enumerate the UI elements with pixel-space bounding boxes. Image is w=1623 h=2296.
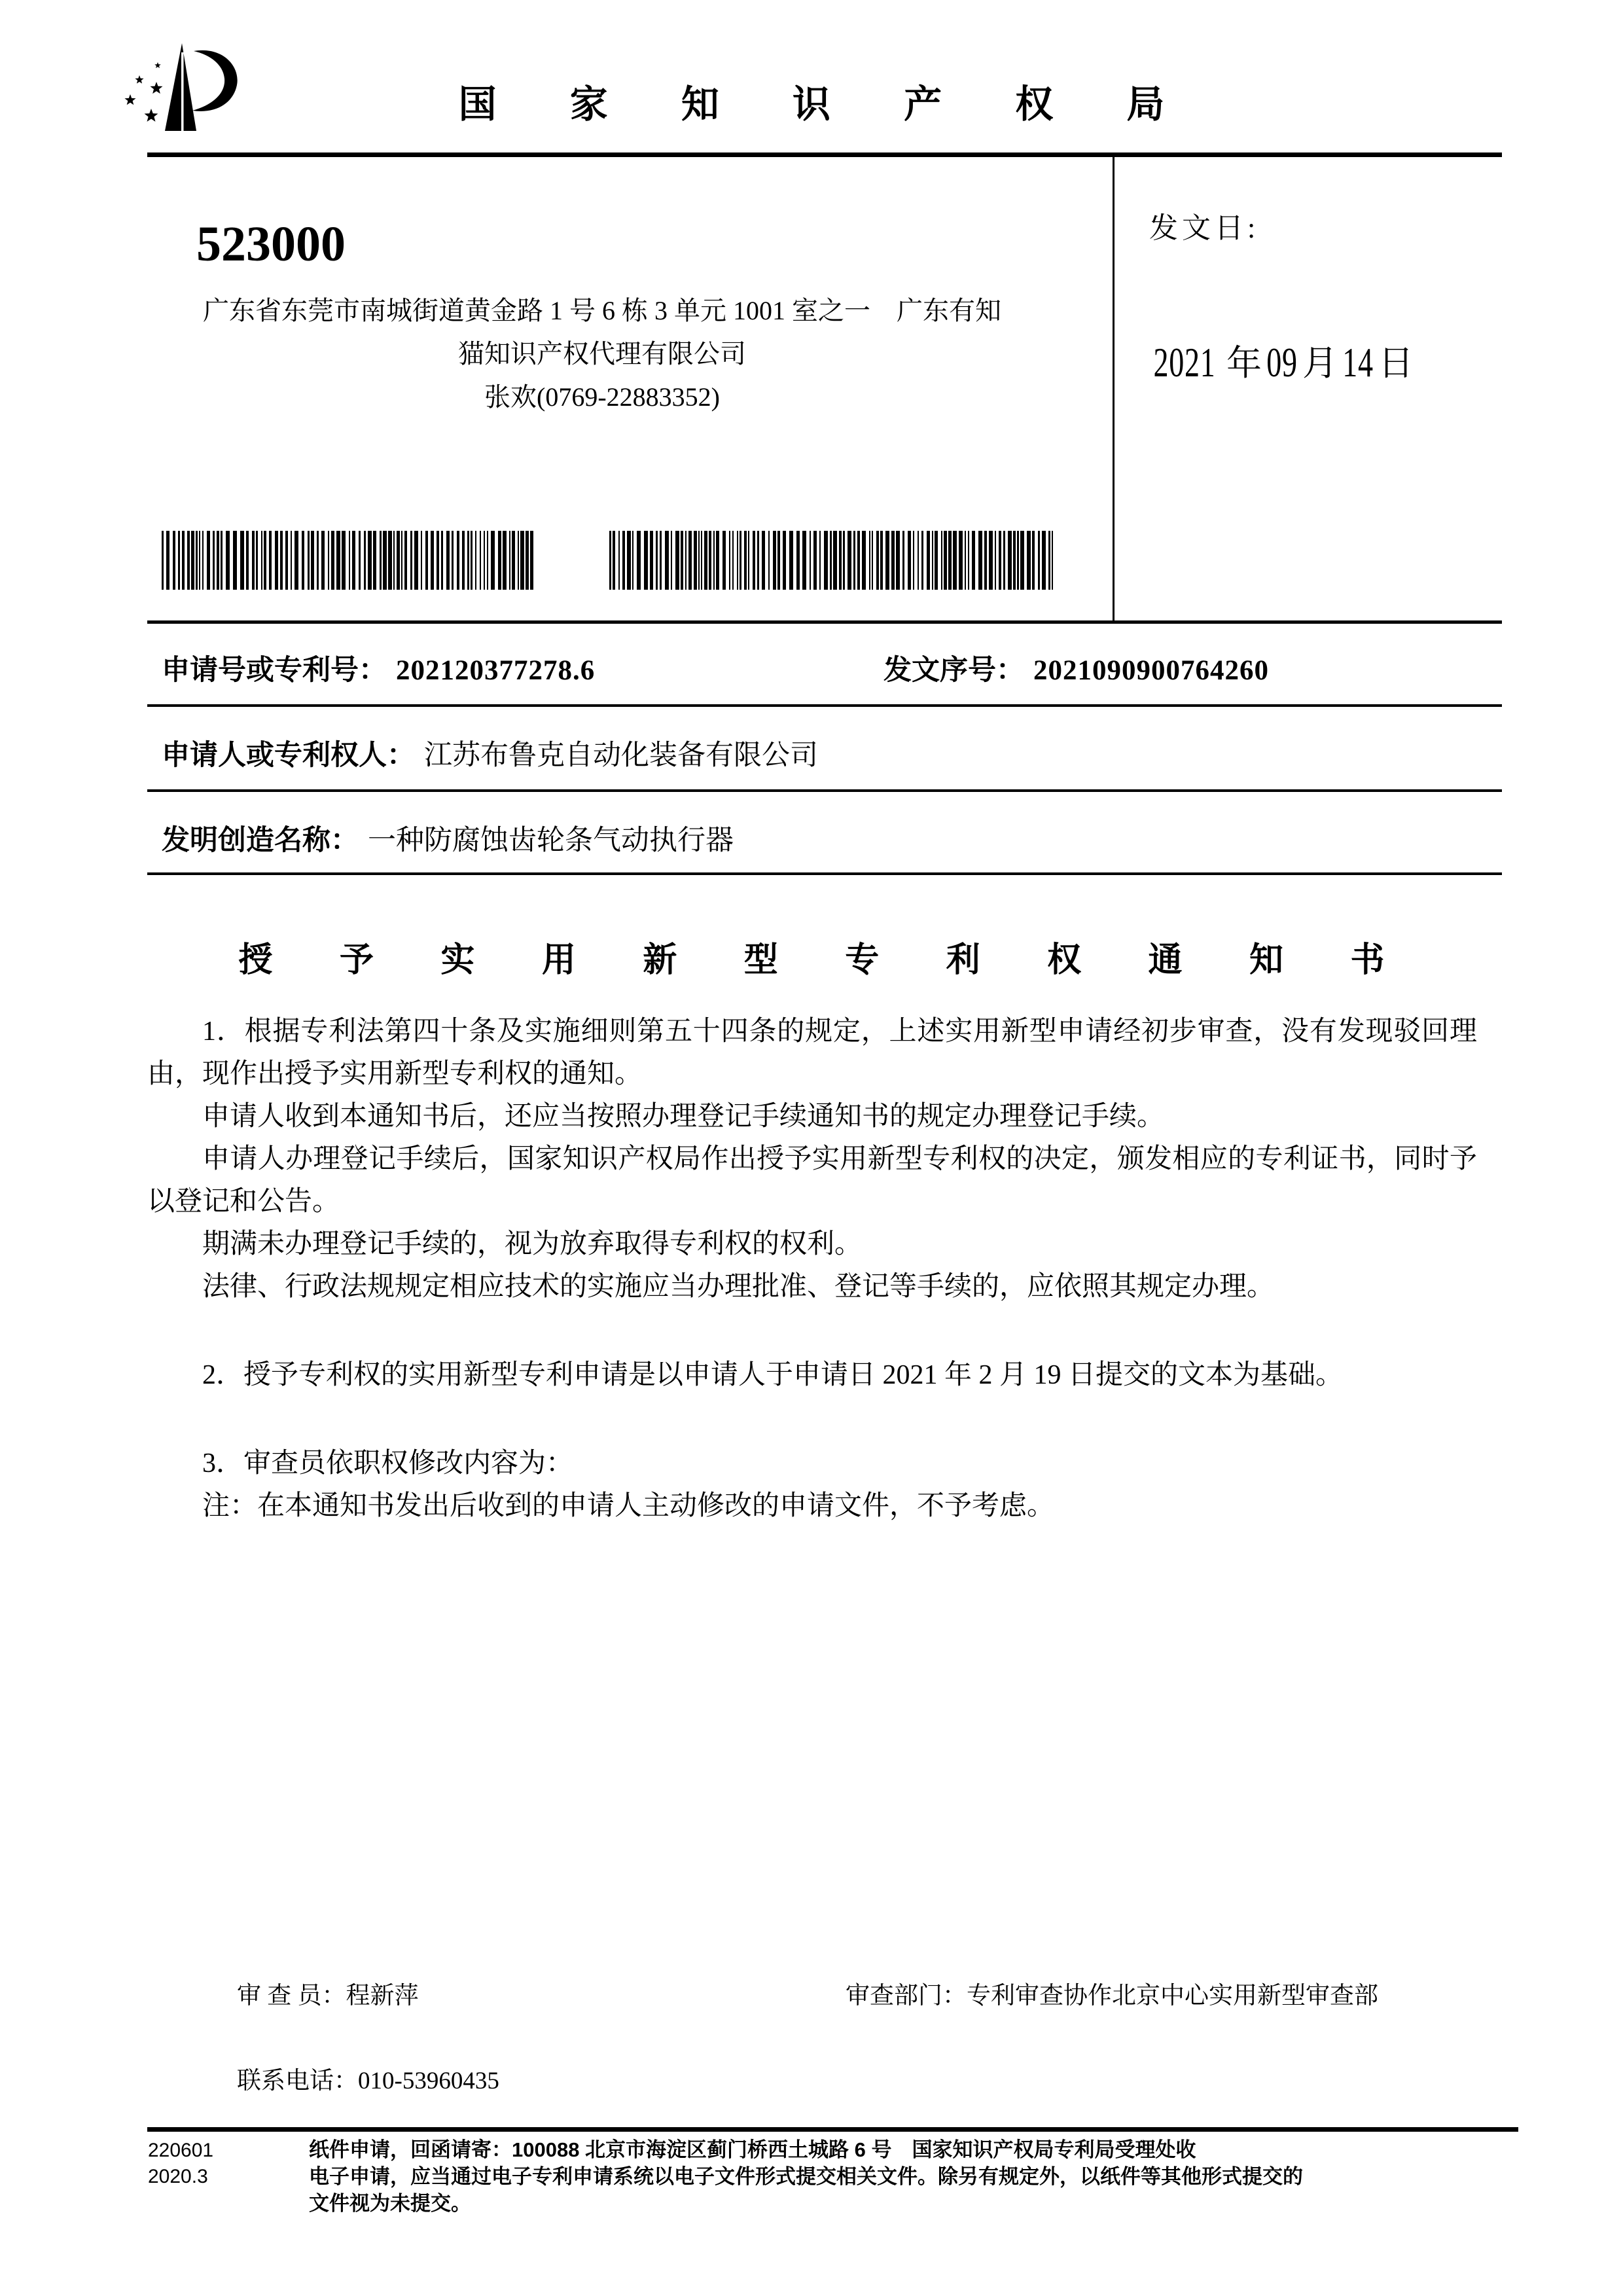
barcode-application-number bbox=[162, 531, 535, 590]
application-number-value: 202120377278.6 bbox=[396, 655, 596, 686]
field-rule-2 bbox=[147, 789, 1502, 792]
examiner-name: 程新萍 bbox=[346, 1982, 419, 2009]
examiner-label: 审 查 员： bbox=[237, 1982, 346, 2009]
dispatch-month: 09 bbox=[1266, 339, 1298, 386]
phone-label: 联系电话： bbox=[237, 2068, 358, 2094]
body-paragraph: 2．授予专利权的实用新型专利申请是以申请人于申请日 2021 年 2 月 19 日提交的文本为基础。 bbox=[202, 1360, 1344, 1390]
body-paragraph: 申请人办理登记手续后，国家知识产权局作出授予实用新型专利权的决定，颁发相应的专利证书，同时予以登记和公告。 bbox=[147, 1144, 1477, 1217]
notice-title: 授 予 实 用 新 型 专 利 权 通 知 书 bbox=[238, 941, 1414, 979]
applicant-label: 申请人或专利权人： bbox=[162, 740, 415, 771]
applicant-value: 江苏布鲁克自动化装备有限公司 bbox=[424, 740, 818, 771]
footer-instructions bbox=[309, 2136, 1533, 2217]
recipient-address-block bbox=[177, 289, 1027, 419]
body-paragraph: 期满未办理登记手续的，视为放弃取得专利权的权利。 bbox=[202, 1229, 863, 1259]
agency-title: 国 家 知 识 产 权 局 bbox=[458, 83, 1196, 126]
dispatch-year-unit: 年 bbox=[1226, 344, 1262, 383]
recipient-address-line2: 猫知识产权代理有限公司 bbox=[458, 339, 746, 368]
footer-form-code: 220601 bbox=[148, 2140, 214, 2161]
date-box-left-border bbox=[1113, 157, 1115, 620]
field-rule-3 bbox=[147, 872, 1502, 875]
barcode-serial-number bbox=[609, 531, 1056, 590]
dispatch-month-unit: 月 bbox=[1302, 344, 1338, 383]
application-number-label: 申请号或专利号： bbox=[162, 655, 387, 686]
footer-form-codes bbox=[148, 2138, 213, 2190]
recipient-address-line1: 广东省东莞市南城街道黄金路 1 号 6 栋 3 单元 1001 室之一 广东有知 bbox=[203, 296, 1001, 325]
serial-number-value: 2021090900764260 bbox=[1033, 655, 1269, 686]
invention-title-value: 一种防腐蚀齿轮条气动执行器 bbox=[368, 825, 734, 856]
invention-title-label: 发明创造名称： bbox=[162, 825, 359, 856]
footer-electronic-line: 电子申请，应当通过电子专利申请系统以电子文件形式提交相关文件。除另有规定外，以纸件等其他形式提交的 bbox=[309, 2165, 1303, 2188]
dispatch-day: 14 bbox=[1342, 339, 1374, 386]
dispatch-date-label: 发文日: bbox=[1149, 212, 1260, 244]
body-paragraph: 1．根据专利法第四十条及实施细则第五十四条的规定，上述实用新型申请经初步审查，没有发现驳回理由，现作出授予实用新型专利权的通知。 bbox=[147, 1016, 1477, 1089]
body-paragraph: 3．审查员依职权修改内容为： bbox=[202, 1448, 574, 1479]
department-label: 审查部门： bbox=[846, 1982, 967, 2009]
body-paragraph: 申请人收到本通知书后，还应当按照办理登记手续通知书的规定办理登记手续。 bbox=[202, 1102, 1165, 1132]
notice-body bbox=[147, 1011, 1477, 1528]
header-rule bbox=[147, 152, 1502, 157]
serial-number-label: 发文序号： bbox=[883, 655, 1024, 686]
body-paragraph: 法律、行政法规规定相应技术的实施应当办理批准、登记等手续的，应依照其规定办理。 bbox=[202, 1272, 1275, 1302]
recipient-contact: 张欢(0769-22883352) bbox=[484, 382, 720, 412]
department-value: 专利审查协作北京中心实用新型审查部 bbox=[967, 1982, 1378, 2009]
footer-form-version: 2020.3 bbox=[148, 2166, 208, 2187]
recipient-postcode: 523000 bbox=[196, 217, 346, 272]
field-rule-1 bbox=[147, 704, 1502, 707]
barcode-rule bbox=[147, 620, 1502, 624]
dispatch-day-unit: 日 bbox=[1378, 344, 1414, 383]
body-paragraph: 注：在本通知书发出后收到的申请人主动修改的申请文件，不予考虑。 bbox=[202, 1491, 1055, 1521]
dispatch-year: 2021 bbox=[1153, 339, 1216, 386]
dispatch-date-value bbox=[1147, 335, 1418, 386]
footer-paper-line: 纸件申请，回函请寄：100088 北京市海淀区蓟门桥西土城路 6 号 国家知识产权局专利局受理处收 bbox=[309, 2138, 1196, 2161]
footer-electronic-line2: 文件视为未提交。 bbox=[309, 2192, 471, 2215]
phone-value: 010-53960435 bbox=[358, 2068, 499, 2094]
footer-rule bbox=[147, 2127, 1518, 2132]
